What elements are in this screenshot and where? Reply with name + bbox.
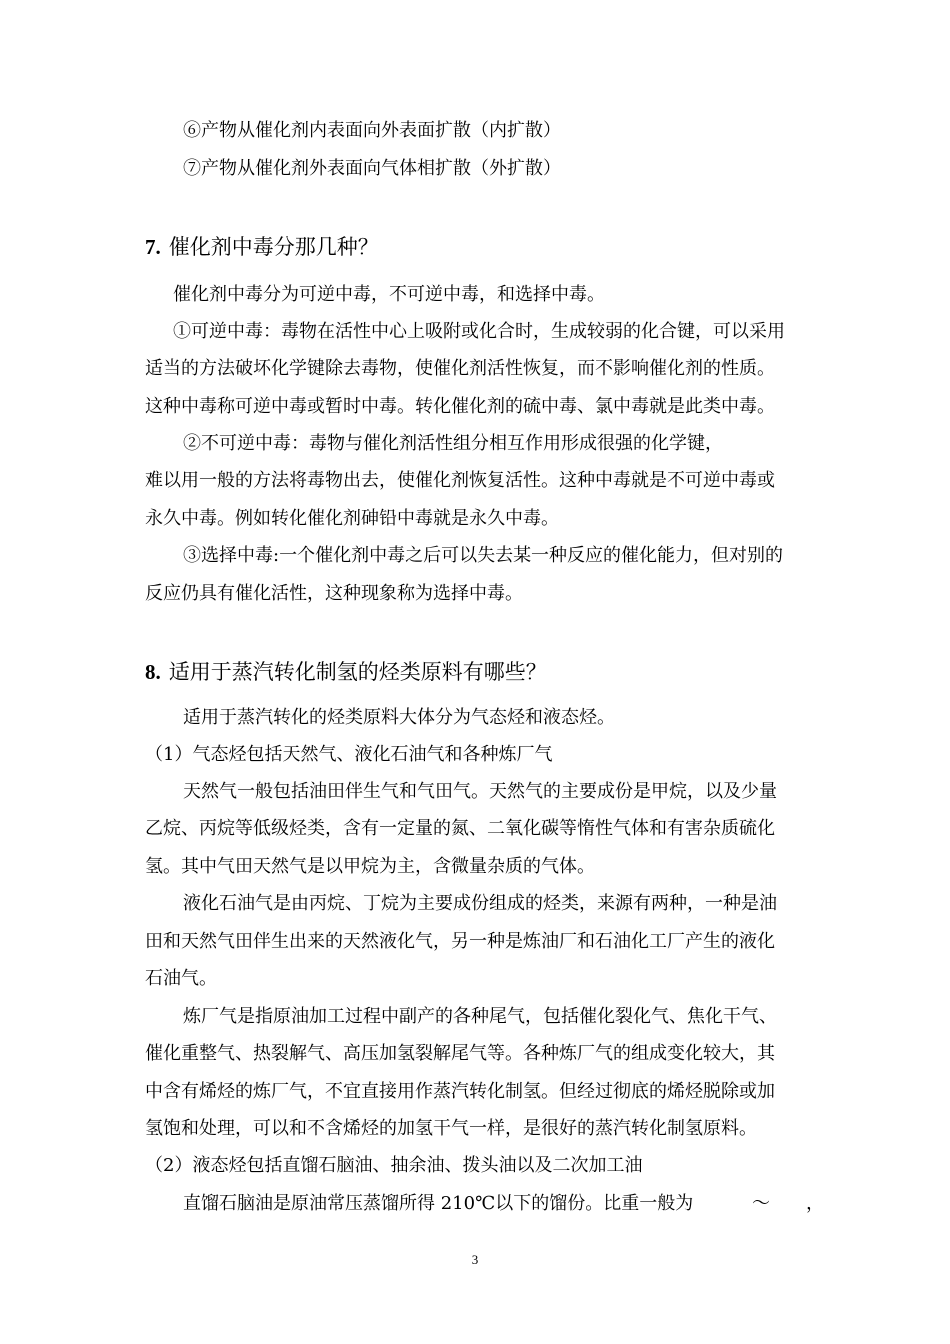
step-6-text: ⑥产物从催化剂内表面向外表面扩散（内扩散） [183, 120, 561, 141]
section-8-line: 液化石油气是由丙烷、丁烷为主要成份组成的烃类，来源有两种，一种是油 [183, 893, 777, 914]
section-8-line: （2）液态烃包括直馏石脑油、抽余油、拨头油以及二次加工油 [145, 1155, 643, 1176]
section-8-line: （1）气态烃包括天然气、液化石油气和各种炼厂气 [145, 744, 553, 765]
section-8-line: 石油气。 [145, 968, 217, 989]
section-8-line: 氢饱和处理，可以和不含烯烃的加氢干气一样，是很好的蒸汽转化制氢原料。 [145, 1118, 757, 1139]
section-8-line: 炼厂气是指原油加工过程中副产的各种尾气，包括催化裂化气、焦化干气、 [183, 1006, 777, 1027]
section-7-line: ②不可逆中毒：毒物与催化剂活性组分相互作用形成很强的化学键， [183, 433, 723, 454]
section-7-line: ①可逆中毒：毒物在活性中心上吸附或化合时，生成较弱的化合键，可以采用 [173, 321, 785, 342]
trailing-comma: ， [806, 1193, 824, 1214]
section-7-line: 反应仍具有催化活性，这种现象称为选择中毒。 [145, 583, 523, 604]
section-8-number: 8. [145, 660, 161, 684]
section-7-line: 适当的方法破坏化学键除去毒物，使催化剂活性恢复，而不影响催化剂的性质。 [145, 358, 775, 379]
section-7-line: 难以用一般的方法将毒物出去，使催化剂恢复活性。这种中毒就是不可逆中毒或 [145, 470, 775, 491]
section-7-number: 7. [145, 235, 161, 259]
section-7-heading [145, 233, 379, 261]
range-tilde: ～ [752, 1193, 770, 1214]
step-7-text: ⑦产物从催化剂外表面向气体相扩散（外扩散） [183, 158, 561, 179]
section-8-line: 催化重整气、热裂解气、高压加氢裂解尾气等。各种炼厂气的组成变化较大，其 [145, 1043, 775, 1064]
section-8-line: 天然气一般包括油田伴生气和气田气。天然气的主要成份是甲烷，以及少量 [183, 781, 777, 802]
section-8-line: 中含有烯烃的炼厂气，不宜直接用作蒸汽转化制氢。但经过彻底的烯烃脱除或加 [145, 1081, 775, 1102]
section-8-line: 直馏石脑油是原油常压蒸馏所得 210℃以下的馏份。比重一般为 [183, 1193, 694, 1214]
section-7-line: ③选择中毒:一个催化剂中毒之后可以失去某一种反应的催化能力，但对别的 [183, 545, 784, 566]
section-8-line: 氢。其中气田天然气是以甲烷为主，含微量杂质的气体。 [145, 856, 595, 877]
section-8-line: 适用于蒸汽转化的烃类原料大体分为气态烃和液态烃。 [183, 707, 615, 728]
section-7-line: 永久中毒。例如转化催化剂砷铅中毒就是永久中毒。 [145, 508, 559, 529]
section-7-title: 催化剂中毒分那几种？ [168, 235, 379, 259]
section-7-line: 催化剂中毒分为可逆中毒，不可逆中毒，和选择中毒。 [173, 284, 605, 305]
section-8-line: 乙烷、丙烷等低级烃类，含有一定量的氮、二氧化碳等惰性气体和有害杂质硫化 [145, 818, 775, 839]
section-8-heading [145, 658, 547, 686]
section-8-line: 田和天然气田伴生出来的天然液化气，另一种是炼油厂和石油化工厂产生的液化 [145, 931, 775, 952]
section-8-title: 适用于蒸汽转化制氢的烃类原料有哪些？ [168, 660, 547, 684]
section-7-line: 这种中毒称可逆中毒或暂时中毒。转化催化剂的硫中毒、氯中毒就是此类中毒。 [145, 396, 775, 417]
page-number: 3 [471, 1252, 479, 1267]
